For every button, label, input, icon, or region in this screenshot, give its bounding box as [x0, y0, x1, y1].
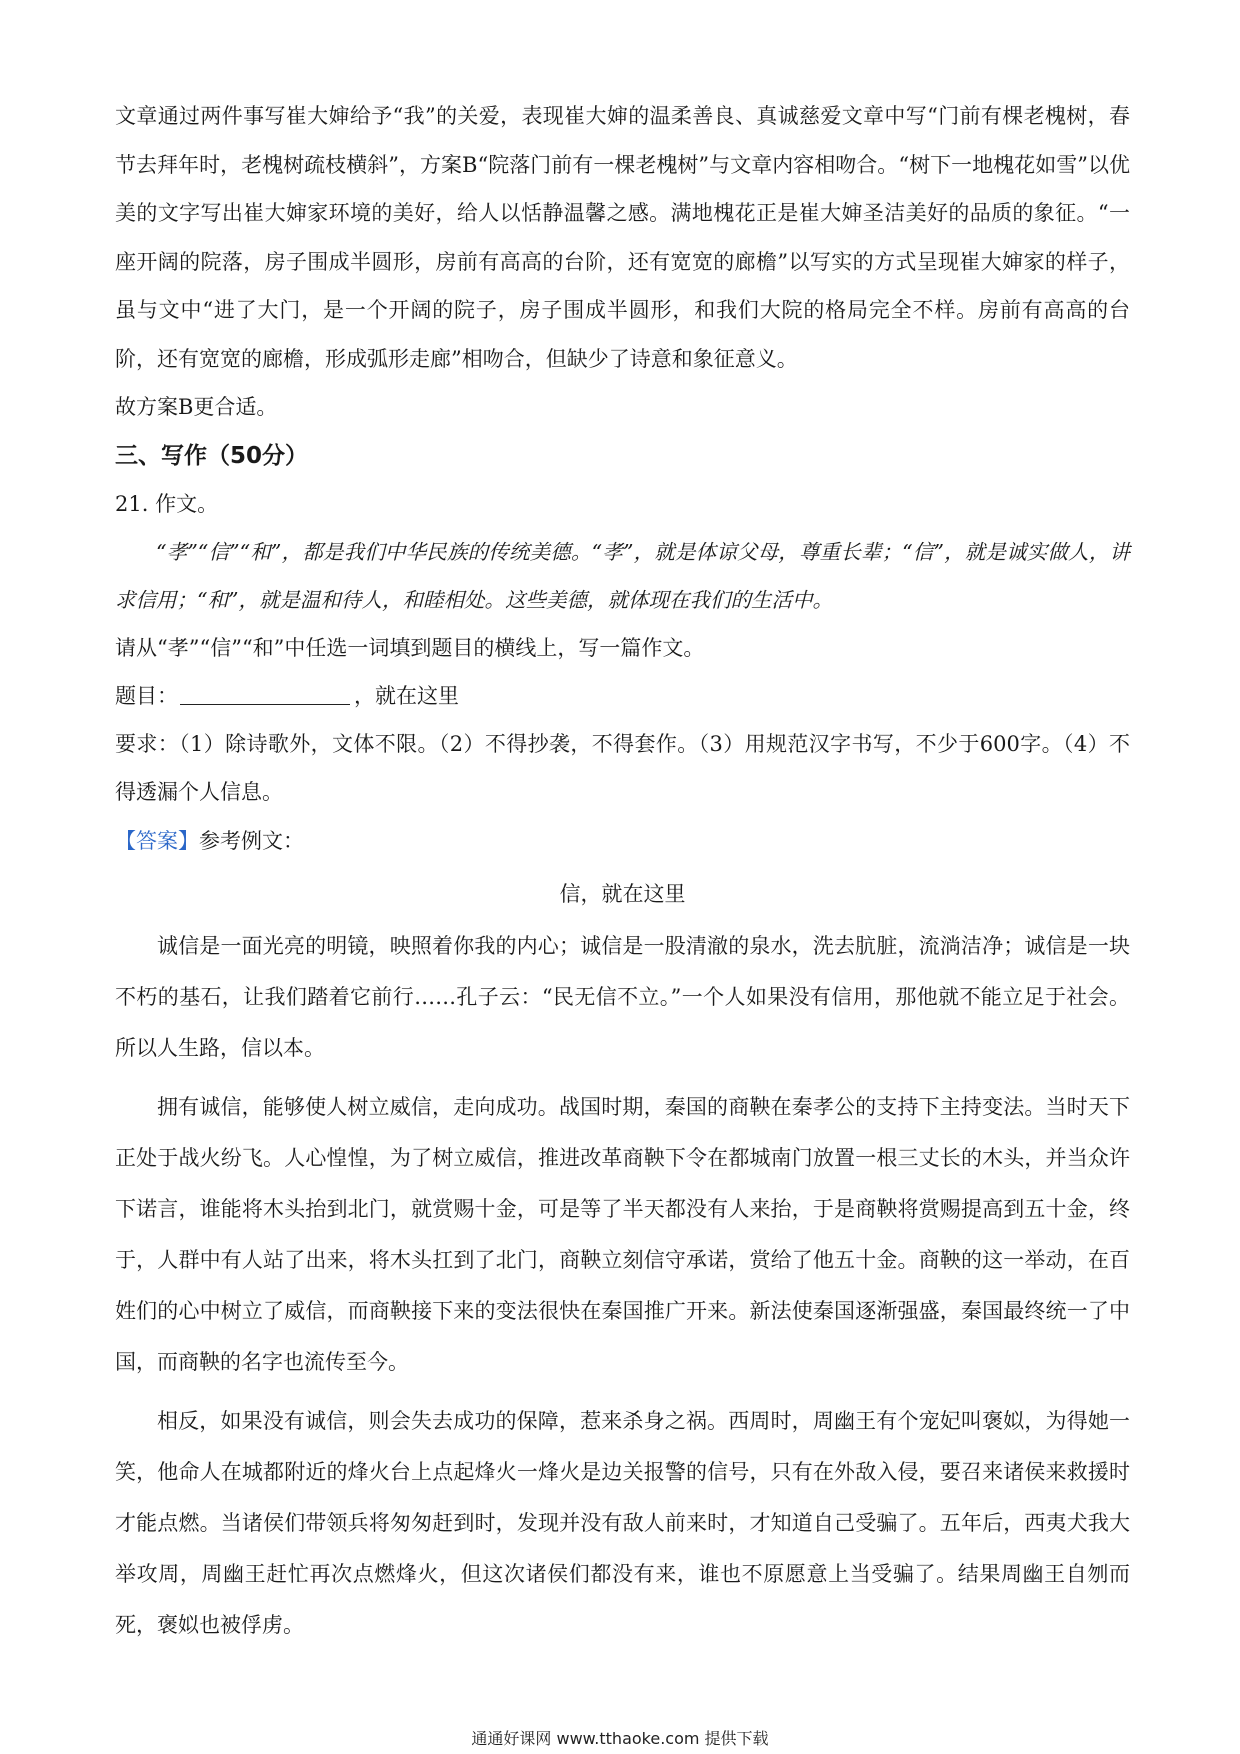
section-heading: 三、写作（50分） — [115, 442, 309, 469]
essay-title: 信，就在这里 — [559, 881, 686, 906]
answer-tag: 【答案】 — [115, 828, 199, 853]
analysis-paragraph: 文章通过两件事写崔大婶给予“我”的关爱，表现崔大婶的温柔善良、真诚慈爱文章中写“门前有棵老槐树，春节去拜年时，老槐树疏枝横斜”，方案B“院落门前有一棵老槐树”与文章内容相吻合。“树下一地槐花如雪”以优美的文字写出崔大婶家环境的美好，给人以恬静温馨之感。满地槐花正是崔大婶圣洁美好的品质的象征。“一座开阔的院落，房子围成半圆形，房前有高高的台阶，还有宽宽的廊檐”以写实的方式呈现崔大婶家的样子，虽与文中“进了大门，是一个开阔的院子，房子围成半圆形，和我们大院的格局完全不样。房前有高高的台阶，还有宽宽的廊檐，形成弧形走廊”相吻合，但缺少了诗意和象征意义。 — [115, 104, 1130, 371]
essay-paragraph: 诚信是一面光亮的明镜，映照着你我的内心；诚信是一股清澈的泉水，洗去肮脏，流淌洁净；诚信是一块不朽的基石，让我们踏着它前行……孔子云：“民无信不立。”一个人如果没有信用，那他就不能立足于社会。所以人生路，信以本。 — [115, 933, 1130, 1060]
analysis-conclusion: 故方案B更合适。 — [115, 395, 278, 419]
topic-prefix: 题目： — [115, 683, 178, 708]
essay-paragraph: 拥有诚信，能够使人树立威信，走向成功。战国时期，秦国的商鞅在秦孝公的支持下主持变法。当时天下正处于战火纷飞。人心惶惶，为了树立威信，推进改革商鞅下令在都城南门放置一根三丈长的木头，并当众许下诺言，谁能将木头抬到北门，就赏赐十金，可是等了半天都没有人来抬，于是商鞅将赏赐提高到五十金，终于，人群中有人站了出来，将木头扛到了北门，商鞅立刻信守承诺，赏给了他五十金。商鞅的这一举动，在百姓们的心中树立了威信，而商鞅接下来的变法很快在秦国推广开来。新法使秦国逐渐强盛，秦国最终统一了中国，而商鞅的名字也流传至今。 — [115, 1094, 1130, 1374]
question-requirements: 要求：（1）除诗歌外，文体不限。（2）不得抄袭，不得套作。（3）用规范汉字书写，不少于600字。（4）不得透漏个人信息。 — [115, 731, 1130, 804]
page-footer: 通通好课网 www.tthaoke.com 提供下载 — [471, 1729, 769, 1748]
question-instruction: 请从“孝”“信”“和”中任选一词填到题目的横线上，写一篇作文。 — [115, 635, 705, 660]
essay-topic-line — [115, 672, 1130, 720]
page-content — [115, 92, 1130, 1651]
answer-label: 参考例文： — [199, 828, 304, 853]
question-label: 21. 作文。 — [115, 491, 219, 516]
topic-blank — [180, 682, 350, 705]
topic-suffix: ，就在这里 — [354, 683, 459, 708]
answer-line — [115, 817, 1130, 865]
essay-paragraph: 相反，如果没有诚信，则会失去成功的保障，惹来杀身之祸。西周时，周幽王有个宠妃叫褒姒，为得她一笑，他命人在城都附近的烽火台上点起烽火一烽火是边关报警的信号，只有在外敌入侵，要召来诸侯来救援时才能点燃。当诸侯们带领兵将匆匆赶到时，发现并没有敌人前来时，才知道自己受骗了。五年后，西夷犬我大举攻周，周幽王赶忙再次点燃烽火，但这次诸侯们都没有来，谁也不原愿意上当受骗了。结果周幽王自刎而死，褒姒也被俘虏。 — [115, 1408, 1130, 1637]
question-prompt: “孝”“信”“和”，都是我们中华民族的传统美德。“孝”，就是体谅父母，尊重长辈；“信”，就是诚实做人，讲求信用；“和”，就是温和待人，和睦相处。这些美德，就体现在我们的生活中。 — [115, 539, 1130, 612]
